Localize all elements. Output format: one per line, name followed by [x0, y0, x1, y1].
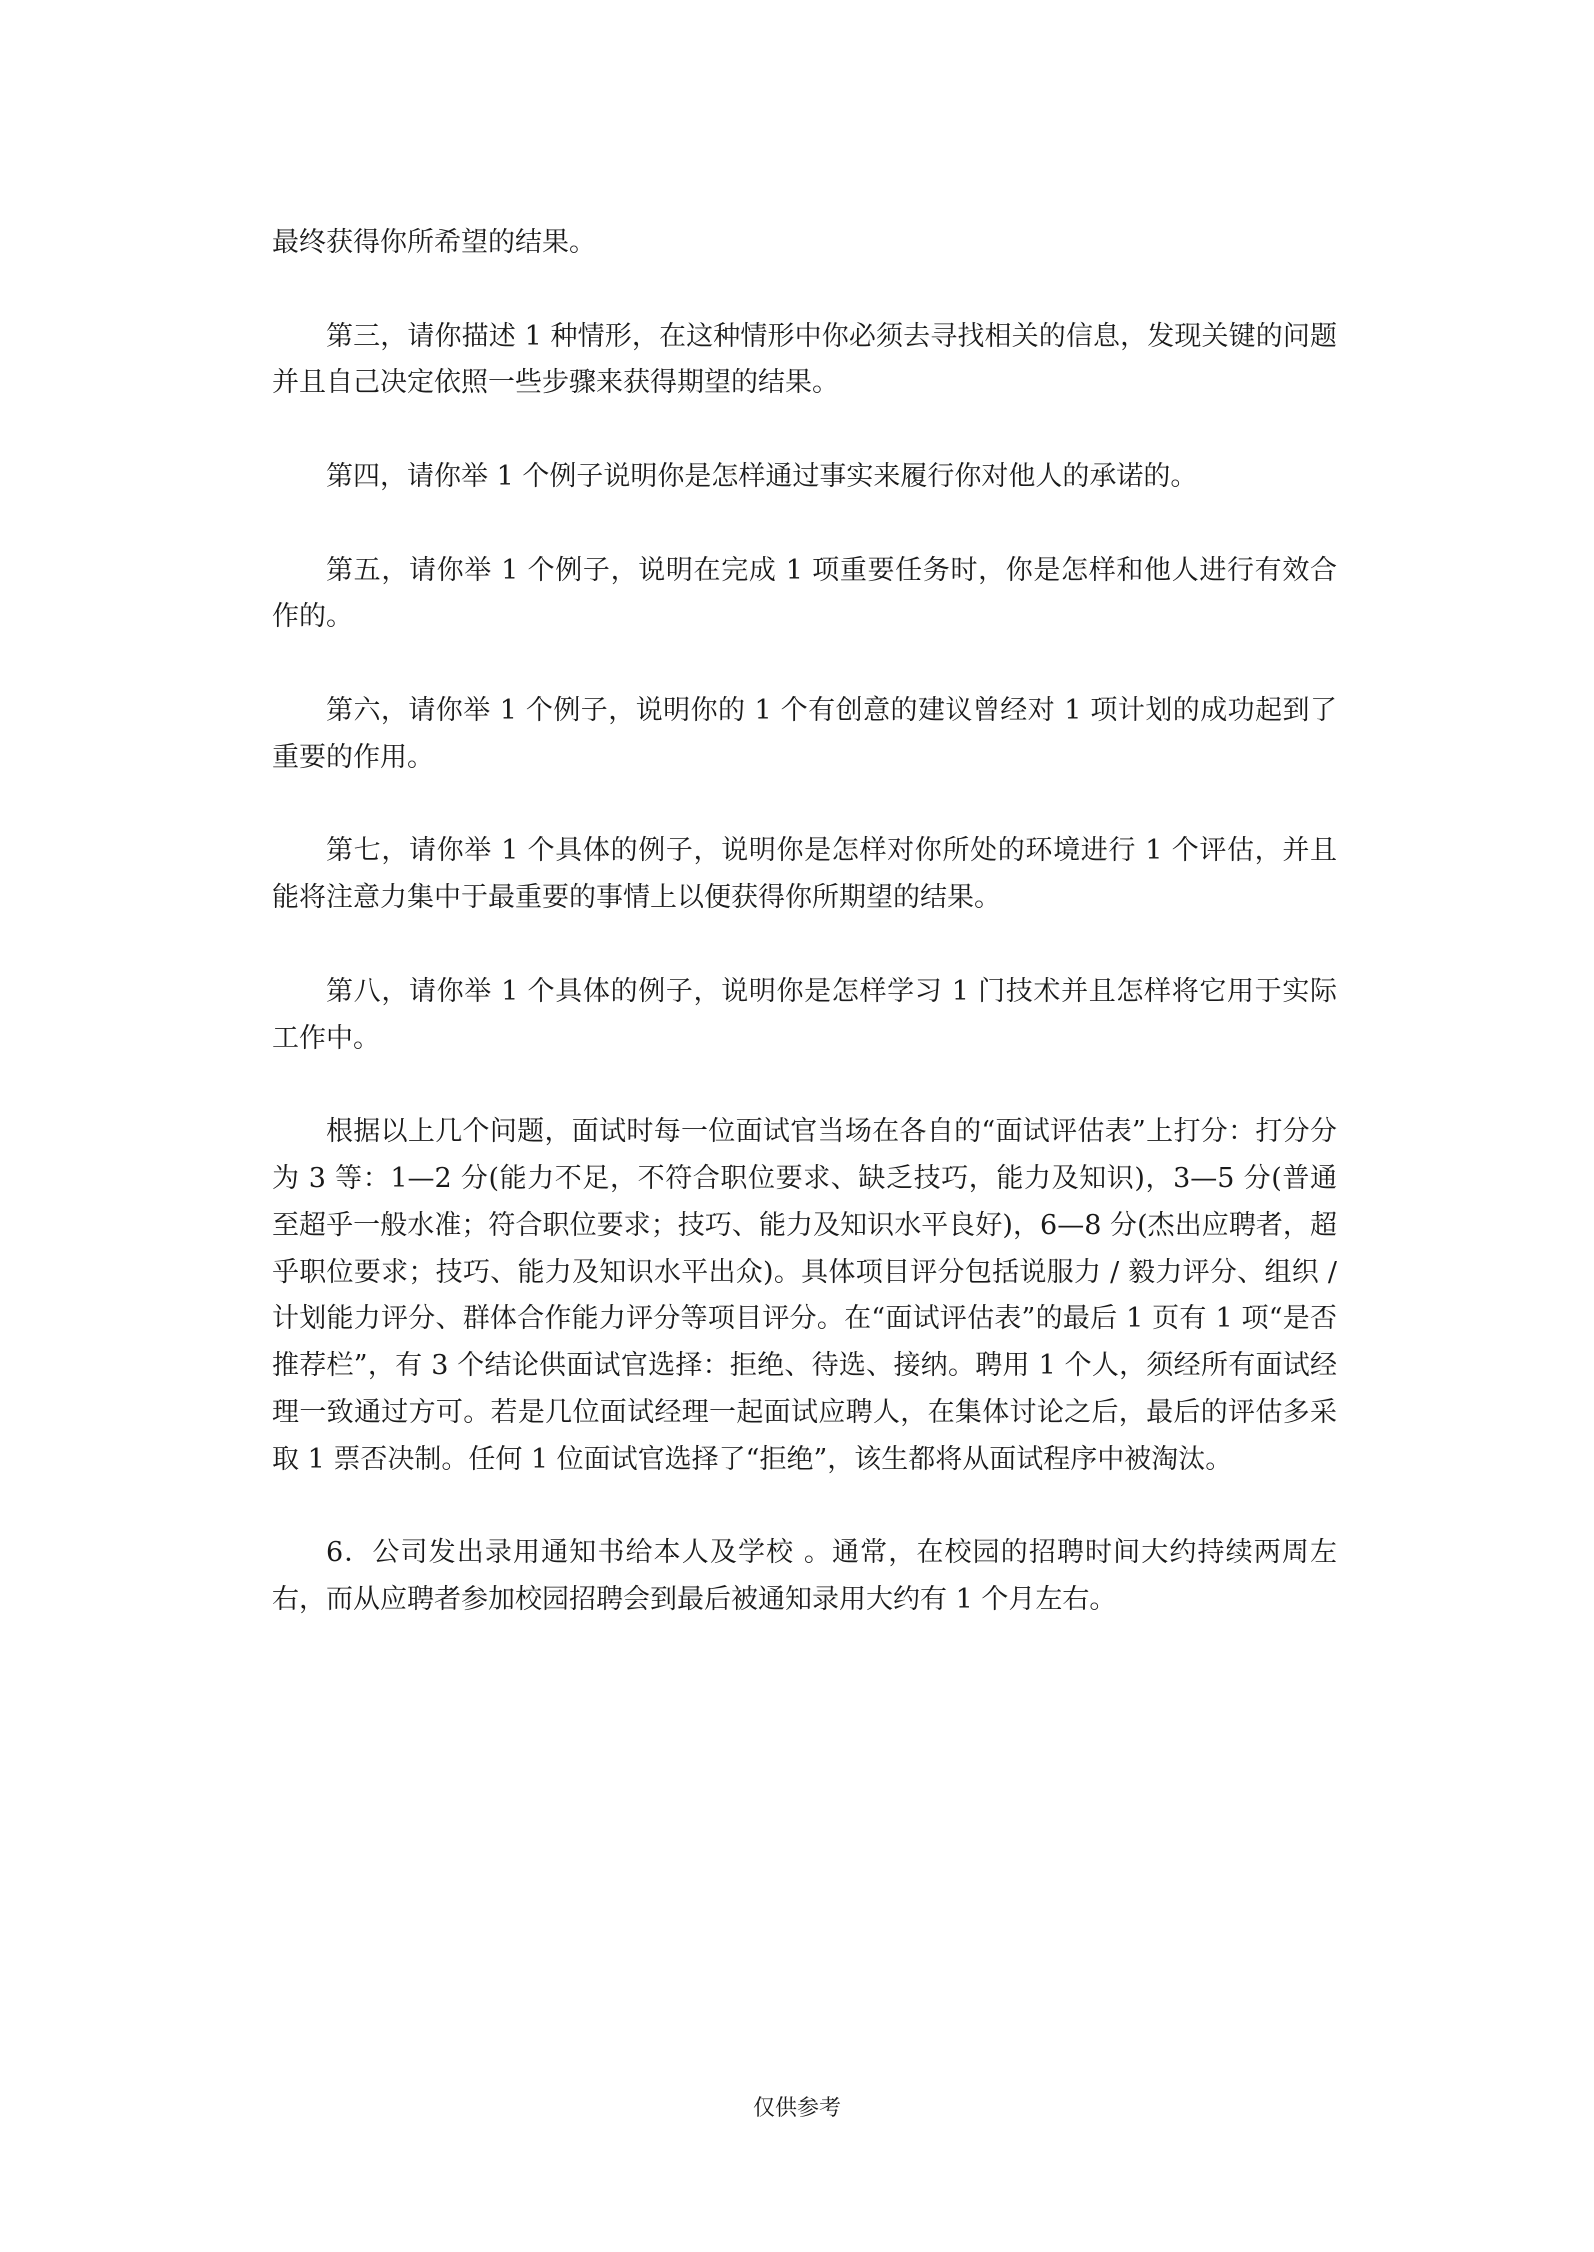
paragraph-question-4: 第四，请你举 1 个例子说明你是怎样通过事实来履行你对他人的承诺的。 — [326, 460, 1198, 492]
paragraph-question-6: 第六，请你举 1 个例子，说明你的 1 个有创意的建议曾经对 1 项计划的成功起到了重要的作用。 — [272, 694, 1337, 773]
document-body — [272, 220, 1337, 1624]
paragraph-continuation: 最终获得你所希望的结果。 — [272, 227, 596, 258]
paragraph-gap — [272, 407, 1337, 454]
paragraph-gap — [272, 641, 1337, 688]
page-footer: 仅供参考 — [752, 2096, 841, 2121]
paragraph-gap — [272, 267, 1337, 314]
paragraph-question-7: 第七，请你举 1 个具体的例子，说明你是怎样对你所处的环境进行 1 个评估，并且能将注意力集中于最重要的事情上以便获得你所期望的结果。 — [272, 835, 1337, 914]
paragraph-gap — [272, 922, 1337, 969]
paragraph-question-5: 第五，请你举 1 个例子，说明在完成 1 项重要任务时，你是怎样和他人进行有效合作的。 — [272, 554, 1337, 633]
paragraph-gap — [272, 501, 1337, 548]
paragraph-gap — [272, 1484, 1337, 1531]
paragraph-gap — [272, 1062, 1337, 1109]
paragraph-question-3: 第三，请你描述 1 种情形，在这种情形中你必须去寻找相关的信息，发现关键的问题并且自己决定依照一些步骤来获得期望的结果。 — [272, 320, 1337, 399]
paragraph-scoring: 根据以上几个问题，面试时每一位面试官当场在各自的“面试评估表”上打分：打分分为 3 等：1—2 分(能力不足，不符合职位要求、缺乏技巧，能力及知识)，3—5 分(普通至超乎一般水准；符合职位要求；技巧、能力及知识水平良好)，6—8 分(杰出应聘者，超乎职位要求；技巧、能力及知识水平出众)。具体项目评分包括说服力 / 毅力评分、组织 / 计划能力评分、群体合作能力评分等项目评分。在“面试评估表”的最后 1 页有 1 项“是否推荐栏”，有 3 个结论供面试官选择：拒绝、待选、接纳。聘用 1 个人，须经所有面试经理一致通过方可。若是几位面试经理一起面试应聘人，在集体讨论之后，最后的评估多采取 1 票否决制。任何 1 位面试官选择了“拒绝”，该生都将从面试程序中被淘汰。 — [272, 1116, 1337, 1475]
paragraph-gap — [272, 782, 1337, 829]
paragraph-question-8: 第八，请你举 1 个具体的例子，说明你是怎样学习 1 门技术并且怎样将它用于实际工作中。 — [272, 975, 1337, 1054]
paragraph-offer: 6．公司发出录用通知书给本人及学校 。通常，在校园的招聘时间大约持续两周左右，而从应聘者参加校园招聘会到最后被通知录用大约有 1 个月左右。 — [272, 1537, 1337, 1616]
